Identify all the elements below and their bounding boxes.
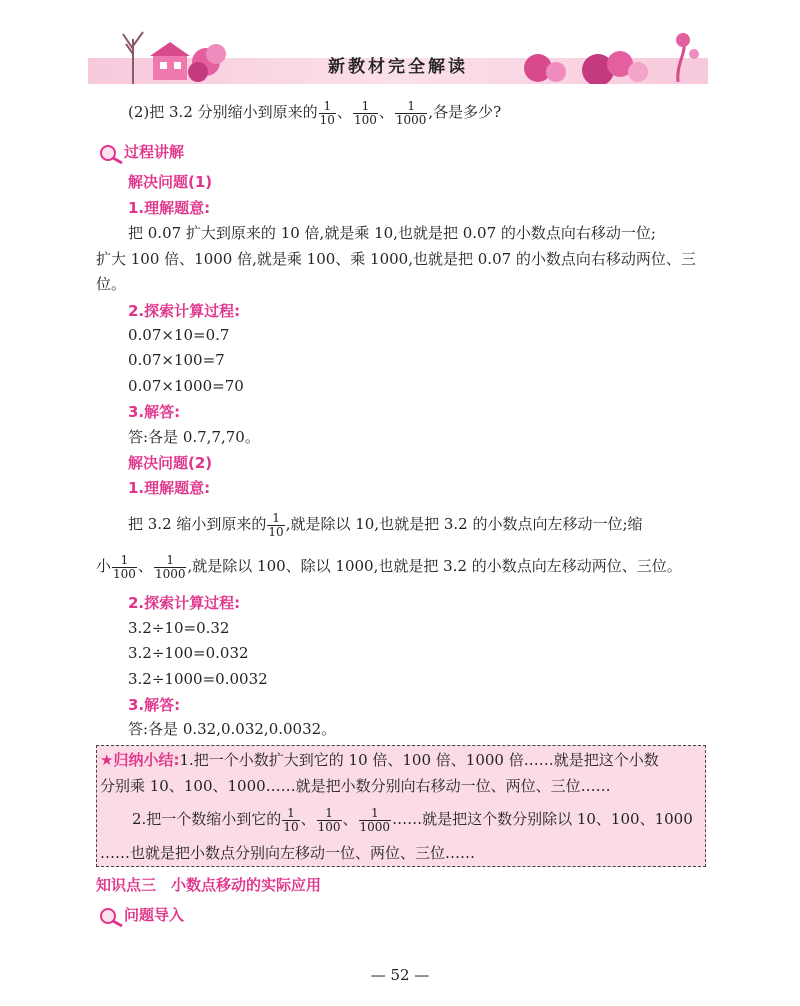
summary-line2: 分别乘 10、100、1000……就是把小数分别向右移动一位、两位、三位…… — [100, 777, 611, 795]
magnifier-icon — [98, 906, 124, 928]
problem2-calc: 3.2÷100=0.032 — [128, 644, 249, 662]
problem1-step1: 1.理解题意: — [128, 199, 211, 217]
problem2-step3: 3.解答: — [128, 696, 181, 714]
separator: 、 — [378, 103, 394, 121]
intro-suffix: ,各是多少? — [428, 103, 502, 121]
problem1-answer: 答:各是 0.7,7,70。 — [128, 428, 260, 446]
problem1-title: 解决问题(1) — [128, 173, 213, 191]
process-heading: 过程讲解 — [124, 143, 185, 161]
problem1-calc: 0.07×10=0.7 — [128, 326, 230, 344]
fraction: $\frac{1}{1000}$ — [359, 805, 391, 834]
page-header — [88, 14, 708, 84]
problem2-calc: 3.2÷10=0.32 — [128, 619, 230, 637]
page-number: — 52 — — [370, 966, 430, 984]
problem2-step2: 2.探索计算过程: — [128, 594, 241, 612]
fraction: $\frac{1}{100}$ — [113, 552, 136, 581]
problem1-text-line3: 位。 — [96, 275, 127, 293]
summary-label: ★归纳小结: — [100, 751, 180, 769]
problem1-text-line1: 把 0.07 扩大到原来的 10 倍,就是乘 10,也就是把 0.07 的小数点向右移动一位; — [128, 224, 656, 242]
problem2-title: 解决问题(2) — [128, 454, 213, 472]
summary-line1: ★归纳小结:1.把一个小数扩大到它的 10 倍、100 倍、1000 倍……就是把这个小数 — [100, 751, 659, 769]
fraction: $\frac{1}{1000}$ — [154, 552, 186, 581]
intro-prefix: (2)把 3.2 分别缩小到原来的 — [128, 103, 318, 121]
fraction: $\frac{1}{100}$ — [317, 805, 341, 834]
flower-illustration — [508, 32, 708, 84]
problem2-step1: 1.理解题意: — [128, 479, 211, 497]
fraction: $\frac{1}{10}$ — [268, 510, 284, 539]
header-title: 新教材完全解读 — [328, 57, 468, 77]
problem2-calc: 3.2÷1000=0.0032 — [128, 670, 268, 688]
intro-question — [128, 94, 501, 130]
problem1-calc: 0.07×100=7 — [128, 351, 225, 369]
fraction: $\frac{1}{100}$ — [353, 98, 377, 127]
separator: 、 — [336, 103, 352, 121]
problem2-text-line2: 小 $\frac{1}{100}$ 、 $\frac{1}{1000}$ ,就是除以 100、除以 1000,也就是把 3.2 的小数点向左移动两位、三位。 — [96, 552, 682, 581]
problem1-step3: 3.解答: — [128, 403, 181, 421]
fraction: $\frac{1}{10}$ — [319, 98, 335, 127]
problem1-step2: 2.探索计算过程: — [128, 302, 241, 320]
magnifier-icon — [98, 143, 124, 165]
summary-line4: ……也就是把小数点分别向左移动一位、两位、三位…… — [100, 844, 476, 862]
problem1-calc: 0.07×1000=70 — [128, 377, 244, 395]
question-intro-heading: 问题导入 — [124, 906, 185, 924]
problem2-text-line1: 把 3.2 缩小到原来的 $\frac{1}{10}$ ,就是除以 10,也就是把 3.2 的小数点向左移动一位;缩 — [128, 510, 643, 539]
problem2-answer: 答:各是 0.32,0.032,0.0032。 — [128, 720, 337, 738]
knowledge-point-heading: 知识点三 小数点移动的实际应用 — [96, 876, 322, 894]
summary-line3: 2.把一个数缩小到它的 $\frac{1}{10}$ 、 $\frac{1}{100}$ 、 $\frac{1}{1000}$ ……就是把这个数分别除以 10、100、1000 — [132, 805, 693, 834]
fraction: $\frac{1}{10}$ — [283, 805, 299, 834]
fraction: $\frac{1}{1000}$ — [395, 98, 427, 127]
problem1-text-line2: 扩大 100 倍、1000 倍,就是乘 100、乘 1000,也就是把 0.07 的小数点向右移动两位、三 — [96, 250, 696, 268]
